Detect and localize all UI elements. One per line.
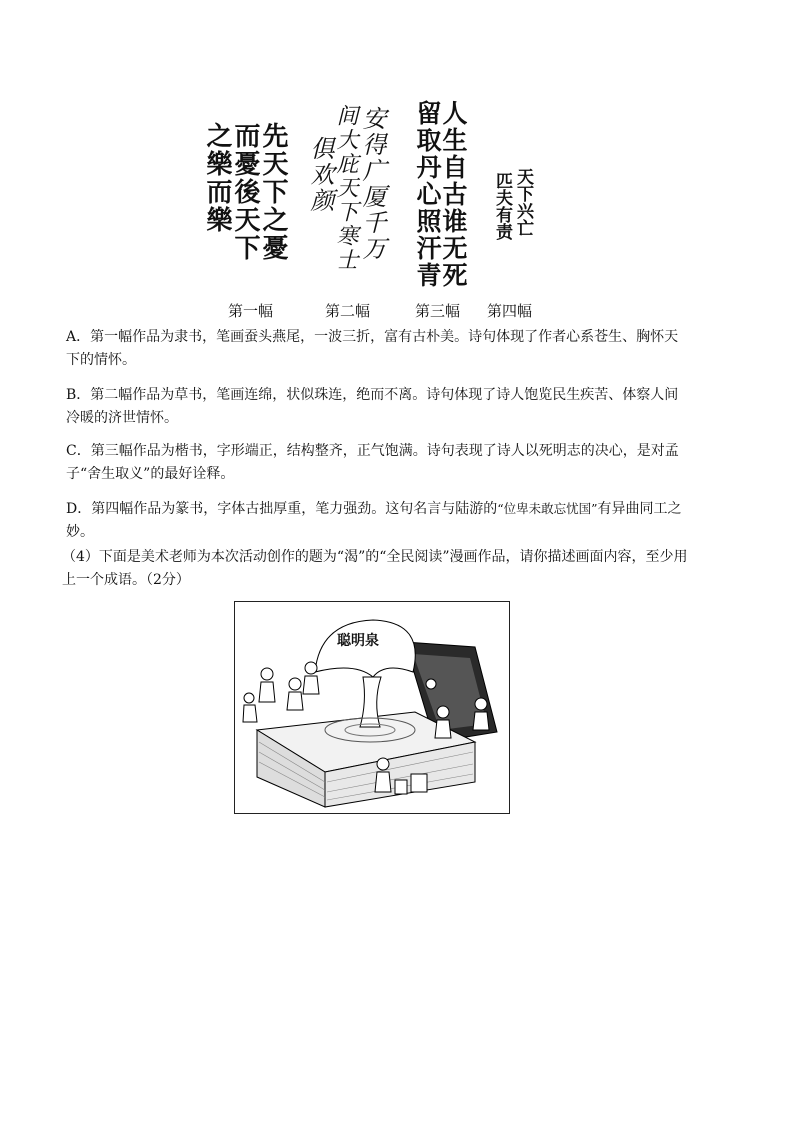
work3-col-1: 人生自古谁无死: [439, 100, 468, 289]
calligraphy-area: [200, 100, 533, 290]
option-a: A．第一幅作品为隶书，笔画蚕头燕尾，一波三折，富有古朴美。诗句体现了作者心系苍生、胸怀天下的情怀。: [66, 329, 679, 368]
option-d-quote: “位卑未敢忘忧国”: [497, 501, 598, 516]
caption-work2: 第二幅: [325, 302, 371, 320]
calligraphy-captions: [0, 300, 794, 322]
work2-col-2: 间大庇天下寒士: [333, 104, 358, 272]
option-d: [66, 497, 686, 544]
option-b: B．第二幅作品为草书，笔画连绵，状似珠连，绝而不离。诗句体现了诗人饱览民生疾苦、体察人间冷暖的济世情怀。: [66, 387, 679, 426]
work1-col-1: 先天下之憂: [258, 122, 288, 262]
work2-col-3: 俱欢颜: [306, 136, 334, 214]
work1-col-3: 之樂而樂: [202, 122, 232, 234]
caption-work1: 第一幅: [228, 302, 274, 320]
caption-work3: 第三幅: [415, 302, 461, 320]
caption-work4: 第四幅: [487, 302, 533, 320]
cartoon-label: 聪明泉: [337, 633, 379, 649]
work1-col-2: 而憂後天下: [230, 122, 260, 262]
work2-col-1: 安得广厦千万: [358, 106, 386, 262]
option-d-tail: 有异曲同工之妙。: [66, 501, 682, 540]
work4-col-1: 天下兴亡: [513, 168, 533, 236]
work3-col-2: 留取丹心照汗青: [413, 100, 442, 289]
option-c: C．第三幅作品为楷书，字形端正，结构整齐，正气饱满。诗句表现了诗人以死明志的决心，是对孟子“舍生取义”的最好诠释。: [66, 443, 679, 482]
cartoon-image: [234, 601, 510, 814]
work4-col-2: 匹夫有责: [492, 172, 512, 240]
option-d-main: D．第四幅作品为篆书，字体古拙厚重，笔力强劲。这句名言与陆游的: [66, 501, 498, 517]
question-4: （4）下面是美术老师为本次活动创作的题为“渴”的“全民阅读”漫画作品，请你描述画面内容，至少用上一个成语。（2分）: [62, 549, 688, 588]
